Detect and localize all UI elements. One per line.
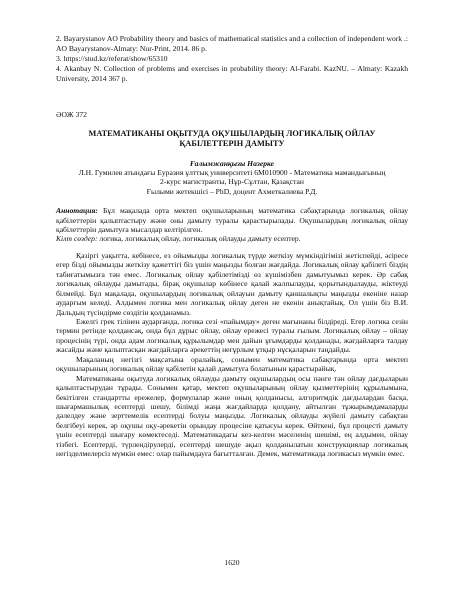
author-position: 2-курс магистранты, Нұр-Сұлтан, Қазақстан — [160, 177, 304, 187]
reference-list — [56, 34, 408, 84]
reference-item: 2. Bayarystanov AO Probability theory and basics of mathematical statistics and a collection of independent work .: AO Bayarystanov-Almaty: Nur-Print, 2014. 86 p. — [56, 34, 408, 53]
keywords-text: логика, логикалық ойлау, логикалық ойлауды дамыту есептер. — [97, 234, 301, 244]
reference-item: 4. Akanbay N. Collection of problems and exercises in probability theory: Al-Farabi. KazNU. – Almaty: Kazakh University, 2014 367 p. — [56, 63, 408, 83]
paragraph: Мақаланың негізгі мақсатына оралайық, сонымен математика сабақтарында орта мектеп оқушыларының логикалық ойлау қабілетін қалай дамытуға болатынын қарастырайық. — [56, 354, 408, 374]
paragraph: Ежелгі грек тілінен аударғанда, логика сезі «пайымдау» деген мағынаны білдіреді. Егер логика сезін термин ретінде қолдансақ, онда бұл дұрыс ойлау, ойлау ережесі туралы ғылым. Логикалық ойлау – ойлау процесінің түрі, онда адам логикалық құрылымдар мен дайын ұғымдарды қолданады, жағдайларға талдау жасайды және қалыптасқан жағдайларға әрекеттің неғұрлым ұтқыр нұсқаларын таңдайды. — [56, 316, 408, 355]
page-number: 1620 — [224, 558, 240, 567]
body-text — [56, 251, 408, 459]
abstract-text: Бұл мақалада орта мектеп оқушыларының математика сабақтарында логикалық ойлау қабілеттерін қалыптастыру және оны дамыту туралы қарастырылады. Оқушылардың логикалық ойлау қабілеттерін дамытуға мысалдар келтірілген. — [56, 206, 408, 234]
author-affiliation: Л.Н. Гумилев атындағы Еуразия ұлттық университеті 6М010900 - Математика мамандығының — [78, 167, 386, 177]
abstract — [56, 206, 408, 234]
paper-title: МАТЕМАТИКАНЫ ОҚЫТУДА ОҚУШЫЛАРДЫҢ ЛОГИКАЛЫҚ ОЙЛАУ ҚАБІЛЕТТЕРІН ДАМЫТУ — [88, 128, 376, 149]
author-block — [56, 159, 408, 197]
author-name: Ғалымжанқызы Назерке — [190, 158, 274, 168]
keywords — [56, 234, 408, 243]
reference-item[interactable]: 3. https://stud.kz/referat/show/65310 — [56, 53, 168, 63]
paragraph: Математиканы оқытуда логикалық ойлауды дамыту оқушылардың осы пәнге тән ойлау дағдыларын қалыптастырудан тұрады. Сонымен қатар, мектеп оқушыларының ойлау қызметтерінің құрылымына, бекітілген стандартты ережелер, формулалар және оның қолданысы, алгоритмдік дағдылардан басқа, шығармашылық есептерді шешу, білімді жаңа жағдайларда қолдану, айтылған тұжырымдамаларды дәлелдеу және зерттемелік есептерді болуы маңызды. Логикалық ойлауды жүйелі дамыту сабақтан белгібеуі керек, әр оқушы оқу-әрекетін орындау процесіне қатысуы керек. Өйткені, бұл процесті дамыту үшін есептерді шығару көмектеседі. Математикадағы кез-келген мәселенің шешімі, ең алдымен, ойлау тізбегі. Есептерді, түрлендірулерді, есептерді шешуде ақыл қолданылатын конструкциялар логикалық негізделмелерсіз мүмкін емес: олар пайымдауға бағытталған. Демек, математикада логикасыз мүмкін емес. — [56, 373, 408, 459]
paragraph: Қазіргі уақытта, кебінесе, ез ойымызды логикалық түрде жеткізу мүмкіндігімізі жетіспейді, әсіресе егер бізді ойымызды жеткізу қажеттігі біз үшін маңызды болған жағдайда. Логикалық ойлау қабілеті біздің табиғатымызға тән емес. Логикалық ойлау қабілетімізді өз күшімізбен дамытуымыз керек. Әр сабақ логикалық ойлауды дамытады, бірақ оқушылар көбінесе қалай жалпылауды, қорытындылауды, жіктеуді білмейді. Бұл мақалада, оқушылардың логикалық ойлауын дамыту қаншалықты маңызды екеніне назар аударғым келеді. Алдымен логика мен логикалық ойлау деген не екенін анықтайық. Ол үшін біз В.И. Дальдың түсіндірме сөздігін қолданамыз. — [56, 250, 408, 317]
scientific-advisor: Ғылыми жетекшісі – PhD, доцент Ахметкалиева Р.Д. — [146, 186, 318, 196]
udk-code: ӘОЖ 372 — [56, 109, 87, 119]
keywords-label: Кілт сөздер: — [56, 234, 98, 244]
abstract-label: Аннотация: — [56, 206, 98, 216]
